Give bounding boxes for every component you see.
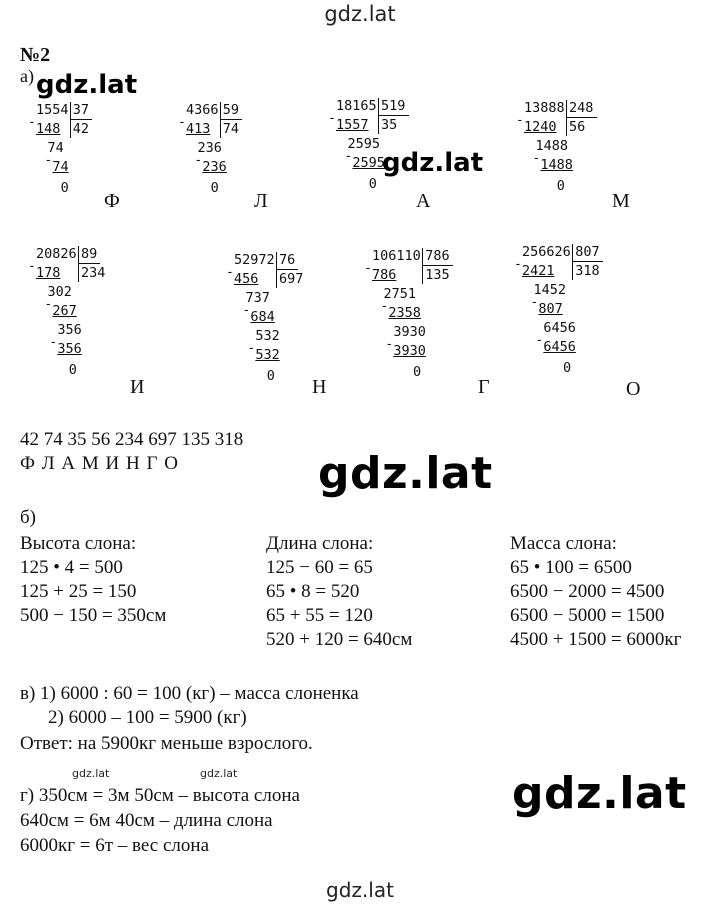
watermark-top: gdz.lat: [324, 2, 396, 26]
watermark-small-2: gdz.lat: [200, 767, 238, 780]
dividend: 1554: [36, 102, 69, 118]
quotient: 56: [569, 119, 586, 135]
remainder: 0: [556, 178, 565, 194]
minus-sign: -: [535, 333, 544, 348]
remainder: 0: [266, 368, 275, 384]
divisor: 37: [72, 102, 90, 118]
step-1: 786: [372, 267, 397, 283]
quotient: 42: [72, 121, 90, 137]
division-letter: А: [416, 190, 431, 212]
part-v-line-1: в) 1) 6000 : 60 = 100 (кг) – масса слоненка: [20, 683, 359, 704]
quotient-line: [276, 269, 298, 270]
step-3: 2595: [352, 155, 385, 171]
quotient: 35: [381, 117, 398, 133]
minus-sign: -: [49, 335, 58, 350]
minus-sign: -: [364, 261, 372, 276]
division-letter: Л: [254, 190, 268, 212]
step-3: 2358: [388, 305, 421, 321]
part-g-line-1: г) 350см = 3м 50см – высота слона: [20, 785, 300, 806]
remainder: 0: [368, 176, 377, 192]
minus-sign: -: [28, 115, 36, 130]
dividend: 256626: [522, 244, 571, 260]
dividend: 13888: [524, 100, 565, 116]
column-title: Масса слона:: [510, 533, 617, 554]
step-2: 2751: [383, 286, 416, 302]
step-1: 413: [186, 121, 211, 137]
step-5: 356: [57, 341, 82, 357]
dividend: 4366: [186, 102, 219, 118]
step-2: 302: [47, 284, 72, 300]
minus-sign: -: [380, 299, 389, 314]
step-4: 532: [255, 328, 280, 344]
step-5: 532: [255, 347, 280, 363]
quotient-line: [572, 261, 603, 262]
calc-line: 65 • 100 = 6500: [510, 557, 632, 578]
minus-sign: -: [194, 153, 203, 168]
calc-line: 500 − 150 = 350см: [20, 605, 167, 626]
calc-line: 520 + 120 = 640см: [266, 629, 413, 650]
minus-sign: -: [385, 337, 394, 352]
minus-sign: -: [242, 303, 251, 318]
step-5: 3930: [393, 343, 426, 359]
calc-line: 4500 + 1500 = 6000кг: [510, 629, 682, 650]
part-g-line-3: 6000кг = 6т – вес слона: [20, 835, 210, 856]
step-1: 178: [36, 265, 61, 281]
step-4: 6456: [543, 320, 576, 336]
step-3: 267: [52, 303, 77, 319]
division-letter: М: [612, 190, 630, 212]
minus-sign: -: [344, 149, 353, 164]
quotient-line: [422, 265, 453, 266]
part-v-line-2: 2) 6000 – 100 = 5900 (кг): [48, 707, 247, 728]
minus-sign: -: [328, 111, 336, 126]
minus-sign: -: [44, 297, 53, 312]
part-g-line-2: 640см = 6м 40см – длина слона: [20, 810, 273, 831]
division-letter: Ф: [104, 190, 120, 212]
step-1: 2421: [522, 263, 555, 279]
step-5: 6456: [543, 339, 576, 355]
calc-line: 125 − 60 = 65: [266, 557, 373, 578]
remainder: 0: [210, 180, 219, 196]
watermark-overlay-a: gdz.lat: [36, 70, 138, 100]
calc-line: 6500 − 5000 = 1500: [510, 605, 665, 626]
watermark-big-2: gdz.lat: [512, 768, 687, 819]
calc-line: 125 • 4 = 500: [20, 557, 123, 578]
step-2: 1488: [535, 138, 568, 154]
remainder: 0: [60, 180, 69, 196]
part-b-label: б): [20, 507, 36, 528]
quotient-line: [70, 119, 92, 120]
step-2: 1452: [533, 282, 566, 298]
divisor: 807: [575, 244, 600, 260]
dividend: 106110: [372, 248, 421, 264]
step-2: 74: [47, 140, 64, 156]
minus-sign: -: [530, 295, 539, 310]
divisor: 519: [381, 98, 406, 114]
part-a-label: а): [20, 66, 34, 86]
minus-sign: -: [44, 153, 53, 168]
watermark-bottom: gdz.lat: [326, 878, 394, 902]
remainder: 0: [563, 360, 572, 376]
minus-sign: -: [247, 341, 256, 356]
remainder: 0: [68, 362, 77, 378]
remainder: 0: [413, 364, 422, 380]
step-2: 236: [197, 140, 222, 156]
division-bar: [70, 102, 71, 138]
minus-sign: -: [516, 113, 524, 128]
column-title: Высота слона:: [20, 533, 137, 554]
division-letter: Н: [312, 376, 327, 398]
step-1: 1240: [524, 119, 557, 135]
quotient: 697: [279, 271, 304, 287]
quotient-line: [78, 263, 100, 264]
division-bar: [276, 252, 277, 288]
quotient-line: [378, 115, 409, 116]
minus-sign: -: [532, 151, 541, 166]
minus-sign: -: [178, 115, 186, 130]
step-3: 74: [52, 159, 69, 175]
division-bar: [572, 244, 573, 280]
quotient: 74: [222, 121, 240, 137]
step-3: 807: [538, 301, 563, 317]
step-4: 3930: [393, 324, 426, 340]
dividend: 52972: [234, 252, 275, 268]
dividend: 20826: [36, 246, 77, 262]
column-title: Длина слона:: [266, 533, 374, 554]
step-3: 684: [250, 309, 275, 325]
division-bar: [378, 98, 379, 134]
divisor: 89: [81, 246, 98, 262]
step-2: 737: [245, 290, 270, 306]
calc-line: 65 • 8 = 520: [266, 581, 360, 602]
quotient-line: [220, 119, 242, 120]
step-1: 456: [234, 271, 259, 287]
watermark-big-1: gdz.lat: [318, 448, 493, 499]
divisor: 76: [279, 252, 296, 268]
dividend: 18165: [336, 98, 377, 114]
watermark-small-1: gdz.lat: [72, 767, 110, 780]
divisor: 248: [569, 100, 594, 116]
division-letter: О: [626, 378, 641, 400]
step-4: 356: [57, 322, 82, 338]
division-letter: Г: [478, 376, 490, 398]
task-number: №2: [20, 44, 51, 66]
minus-sign: -: [28, 259, 36, 274]
division-bar: [422, 248, 423, 284]
division-bar: [566, 100, 567, 136]
step-1: 148: [36, 121, 61, 137]
part-v-answer: Ответ: на 5900кг меньше взрослого.: [20, 733, 313, 754]
minus-sign: -: [514, 257, 522, 272]
watermark-overlay-mid: gdz.lat: [382, 148, 484, 178]
calc-line: 6500 − 2000 = 4500: [510, 581, 665, 602]
step-3: 1488: [540, 157, 573, 173]
divisor: 59: [222, 102, 240, 118]
minus-sign: -: [226, 265, 234, 280]
step-3: 236: [202, 159, 227, 175]
division-bar: [220, 102, 221, 138]
answer-letters: Ф Л А М И Н Г О: [20, 453, 179, 474]
quotient: 318: [575, 263, 600, 279]
step-2: 2595: [347, 136, 380, 152]
calc-line: 125 + 25 = 150: [20, 581, 137, 602]
calc-line: 65 + 55 = 120: [266, 605, 373, 626]
divisor: 786: [425, 248, 450, 264]
quotient-line: [566, 117, 597, 118]
quotient: 234: [81, 265, 106, 281]
division-bar: [78, 246, 79, 282]
division-letter: И: [130, 376, 145, 398]
quotient: 135: [425, 267, 450, 283]
answer-numbers: 42 74 35 56 234 697 135 318: [20, 429, 244, 450]
step-1: 1557: [336, 117, 369, 133]
